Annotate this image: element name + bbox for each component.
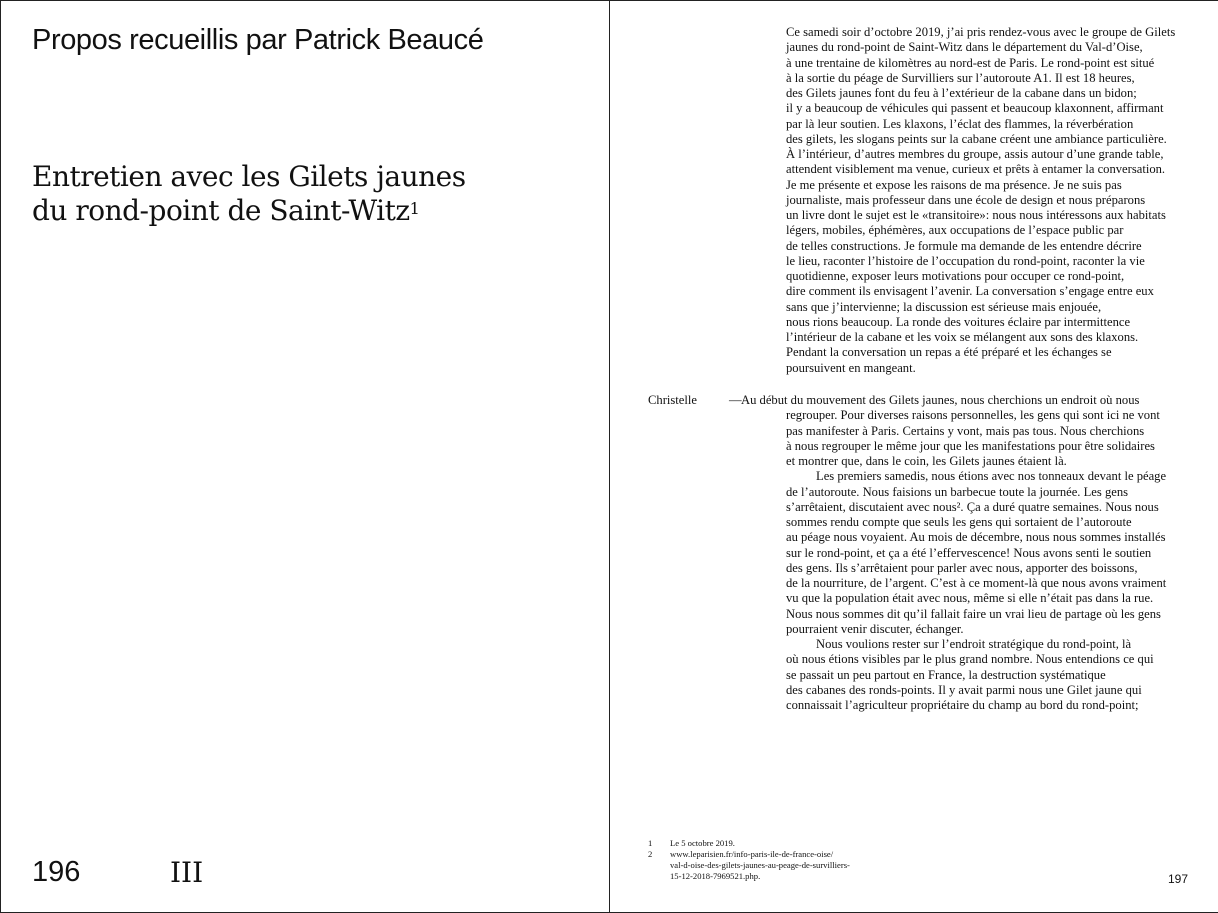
text-line: connaissait l’agriculteur propriétaire du champ au bord du rond-point; (786, 698, 1139, 712)
text-line: À l’intérieur, d’autres membres du groupe, assis autour d’une grande table, (786, 147, 1164, 161)
footnote-text: val-d-oise-des-gilets-jaunes-au-peage-de-survilliers- (670, 860, 850, 870)
chapter-title (32, 160, 592, 228)
text-line: légers, mobiles, éphémères, aux occupations de l’espace public par (786, 223, 1124, 238)
text-line: Les premiers samedis, nous étions avec nos tonneaux devant le péage (816, 469, 1167, 484)
page-number-left: 196 (32, 856, 81, 888)
intro-paragraph (786, 25, 1196, 376)
page-number-right: 197 (1168, 872, 1189, 886)
speaker-name: Christelle (648, 393, 697, 407)
footnote-number: 1 (648, 838, 653, 848)
text-line: des cabanes des ronds-points. Il y avait parmi nous une Gilet jaune qui (786, 682, 1142, 697)
text-line: Je me présente et expose les raisons de ma présence. Je ne suis pas (786, 177, 1122, 192)
text-line: vu que la population était avec nous, même si elle n’était pas dans la rue. (786, 591, 1154, 606)
text-line: quotidienne, exposer leurs motivations pour occuper ce rond-point, (786, 269, 1125, 283)
title-line: Entretien avec les Gilets jaunes (32, 160, 466, 193)
text-line: où nous étions visibles par le plus grand nombre. Nous entendions ce qui (786, 652, 1154, 667)
footnote-ref: 1 (409, 199, 420, 218)
title-line: du rond-point de Saint-Witz$^1$ (32, 194, 420, 227)
text-line: de l’autoroute. Nous faisions un barbecue toute la journée. Les gens (786, 484, 1129, 499)
text-line: dire comment ils envisagent l’avenir. La conversation s’engage entre eux (786, 284, 1154, 299)
text-line: sans que j’intervienne; la discussion est sérieuse mais enjouée, (786, 299, 1102, 314)
text-line: il y a beaucoup de véhicules qui passent et beaucoup klaxonnent, affirmant (786, 101, 1164, 116)
text-line: Nous nous sommes dit qu’il fallait faire un vrai lieu de partage où les gens (786, 606, 1161, 621)
text-line: et montrer que, dans le coin, les Gilets jaunes étaient là. (786, 454, 1067, 468)
text-line: le lieu, raconter l’histoire de l’occupation du rond-point, raconter la vie (786, 253, 1145, 268)
answer-paragraph (741, 393, 1196, 713)
text-line: se passait un peu partout en France, la destruction systématique (786, 667, 1106, 682)
text-line: au péage nous voyaient. Au mois de décembre, nous nous sommes installés (786, 530, 1166, 545)
footnote-text: www.leparisien.fr/info-paris-ile-de-france-oise/ (670, 849, 834, 859)
text-line: pourraient venir discuter, échanger. (786, 621, 964, 636)
dialogue-dash: — (729, 393, 742, 407)
text-line: Pendant la conversation un repas a été préparé et les échanges se (786, 345, 1112, 360)
text-line: l’intérieur de la cabane et les voix se mélangent aux sons des klaxons. (786, 330, 1139, 344)
footnote-text: Le 5 octobre 2019. (670, 838, 735, 848)
text-line: journaliste, mais professeur dans une école de design et nous préparons (786, 192, 1146, 207)
text-line: à la sortie du péage de Survilliers sur l’autoroute A1. Il est 18 heures, (786, 70, 1135, 85)
text-line: pas manifester à Paris. Certains y vont, mais pas tous. Nous cherchions (786, 423, 1145, 438)
section-number: III (170, 856, 204, 889)
text-line: de la nourriture, de l’argent. C’est à ce moment-là que nous avons vraiment (786, 576, 1167, 590)
text-line: sommes rendu compte que seuls les gens qui sortaient de l’autoroute (786, 515, 1132, 529)
text-line: poursuivent en mangeant. (786, 360, 916, 375)
text-line: attendent visiblement ma venue, curieux et prêts à entamer la conversation. (786, 162, 1166, 177)
text-line: Au début du mouvement des Gilets jaunes, nous cherchions un endroit où nous (741, 393, 1140, 407)
text-line: Ce samedi soir d’octobre 2019, j’ai pris rendez-vous avec le groupe de Gilets (786, 25, 1176, 39)
text-line: Nous voulions rester sur l’endroit stratégique du rond-point, là (816, 637, 1132, 651)
text-line: nous rions beaucoup. La ronde des voitures éclaire par intermittence (786, 314, 1131, 329)
text-line: à nous regrouper le même jour que les manifestations pour être solidaires (786, 438, 1155, 453)
byline: Propos recueillis par Patrick Beaucé (32, 24, 484, 56)
text-line: par là leur soutien. Les klaxons, l’éclat des flammes, la réverbération (786, 116, 1134, 131)
text-line: sur le rond-point, et ça a été l’effervescence! Nous avons senti le soutien (786, 545, 1152, 560)
text-line: de telles constructions. Je formule ma demande de les entendre décrire (786, 238, 1142, 253)
text-line: des gens. Ils s’arrêtaient pour parler avec nous, apporter des boissons, (786, 560, 1138, 575)
text-line: un livre dont le sujet est le «transitoire»: nous nous intéressons aux habitats (786, 208, 1166, 222)
footnote-number: 2 (648, 849, 653, 859)
text-line: jaunes du rond-point de Saint-Witz dans le département du Val-d’Oise, (786, 40, 1143, 55)
text-line: s’arrêtaient, discutaient avec nous². Ça a duré quatre semaines. Nous nous (786, 499, 1159, 514)
footnote-text: 15-12-2018-7969521.php. (670, 871, 761, 881)
text-line: à une trentaine de kilomètres au nord-est de Paris. Le rond-point est situé (786, 55, 1155, 70)
text-line: des Gilets jaunes font du feu à l’extérieur de la cabane dans un bidon; (786, 86, 1137, 100)
text-line: des gilets, les slogans peints sur la cabane créent une ambiance particulière. (786, 131, 1167, 146)
text-line: regrouper. Pour diverses raisons personnelles, les gens qui sont ici ne vont (786, 408, 1160, 423)
